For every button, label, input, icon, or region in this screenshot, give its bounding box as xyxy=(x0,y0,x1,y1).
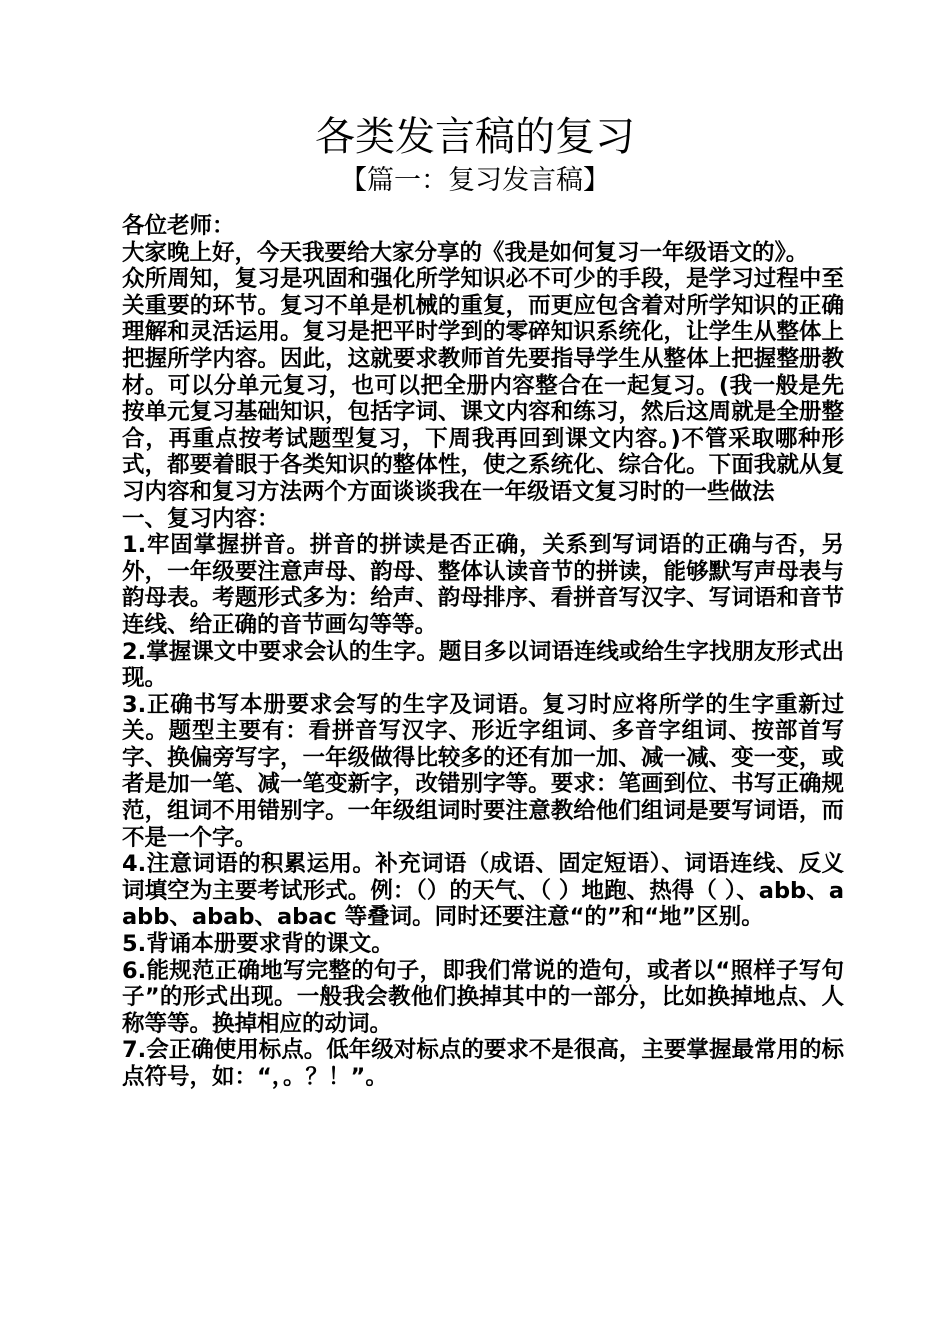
list-item-recite: 5.背诵本册要求背的课文。 xyxy=(122,931,394,958)
document-body xyxy=(116,213,844,1091)
list-item-vocabulary: 4.注意词语的积累运用。补充词语（成语、固定短语）、词语连线、反义词填空为主要考试形式。例：（）的天气、（ ）地跑、热得（ ）、abb、aabb、abab、abac 等叠词。同时还要注意“的”和“地”区别。 xyxy=(122,851,844,931)
document-subtitle: 【篇一：复习发言稿】 xyxy=(340,165,610,196)
section-heading: 一、复习内容： xyxy=(122,505,280,532)
list-item-pinyin: 1.牢固掌握拼音。拼音的拼读是否正确，关系到写词语的正确与否，另外，一年级要注意声母、韵母、整体认读音节的拼读，能够默写声母表与韵母表。考题形式多为：给声、韵母排序、看拼音写汉字、写词语和音节连线、给正确的音节画勾等等。 xyxy=(122,532,844,638)
list-item-recognize-characters: 2.掌握课文中要求会认的生字。题目多以词语连线或给生字找朋友形式出现。 xyxy=(122,638,844,692)
list-item-punctuation: 7.会正确使用标点。低年级对标点的要求不是很高，主要掌握最常用的标点符号，如：“，。？！”。 xyxy=(122,1037,844,1090)
list-item-sentences: 6.能规范正确地写完整的句子，即我们常说的造句，或者以“照样子写句子”的形式出现。一般我会教他们换掉其中的一部分，比如换掉地点、人称等等。换掉相应的动词。 xyxy=(122,957,844,1037)
intro-paragraph: 众所周知，复习是巩固和强化所学知识必不可少的手段，是学习过程中至关重要的环节。复习不单是机械的重复，而更应包含着对所学知识的正确理解和灵活运用。复习是把平时学到的零碎知识系统化，让学生从整体上把握所学内容。因此，这就要求教师首先要指导学生从整体上把握整册教材。可以分单元复习，也可以把全册内容整合在一起复习。(我一般是先按单元复习基础知识，包括字词、课文内容和练习，然后这周就是全册整合，再重点按考试题型复习，下周我再回到课文内容。)不管采取哪种形式，都要着眼于各类知识的整体性，使之系统化、综合化。下面我就从复习内容和复习方法两个方面谈谈我在一年级语文复习时的一些做法 xyxy=(122,266,844,505)
greeting-paragraph: 各位老师： xyxy=(122,213,235,239)
document-title: 各类发言稿的复习 xyxy=(315,114,635,160)
opening-paragraph: 大家晚上好，今天我要给大家分享的《我是如何复习一年级语文的》。 xyxy=(122,239,809,266)
list-item-write-characters: 3.正确书写本册要求会写的生字及词语。复习时应将所学的生字重新过关。题型主要有：看拼音写汉字、形近字组词、多音字组词、按部首写字、换偏旁写字，一年级做得比较多的还有加一加、减一减、变一变，或者是加一笔、减一笔变新字，改错别字等。要求：笔画到位、书写正确规范，组词不用错别字。一年级组词时要注意教给他们组词是要写词语，而不是一个字。 xyxy=(122,691,844,851)
